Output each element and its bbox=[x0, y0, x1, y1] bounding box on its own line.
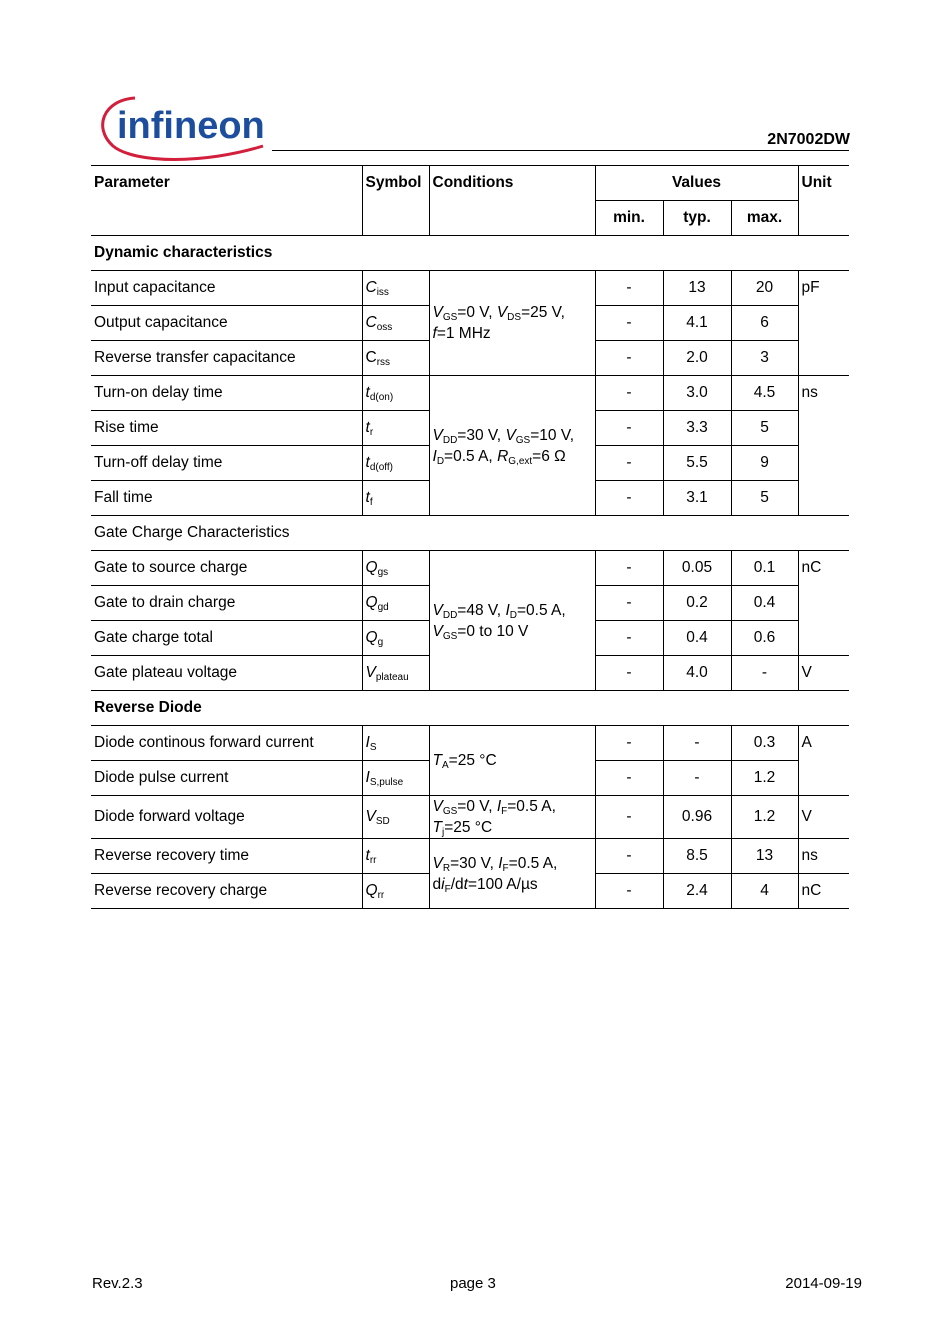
value-max: 3 bbox=[731, 341, 798, 376]
condition-rr: $V_R=30$ V, $I_F=0.5$ A, $di_F/dt=100$ A/µs bbox=[429, 839, 595, 909]
symbol: $t_{d(off)}$ bbox=[362, 446, 429, 481]
table-header-row bbox=[91, 166, 849, 201]
condition-vf: $V_{GS}=0$ V, $I_F=0.5$ A, $T_j=25$ °C bbox=[429, 796, 595, 839]
section-title-reverse-diode: Reverse Diode bbox=[94, 699, 202, 716]
col-min: min. bbox=[595, 201, 663, 236]
value-max: 9 bbox=[731, 446, 798, 481]
symbol: $V_{SD}$ bbox=[362, 796, 429, 839]
value-typ: - bbox=[663, 726, 731, 761]
symbol: $C_{rss}$ bbox=[362, 341, 429, 376]
col-unit: Unit bbox=[798, 166, 849, 236]
table-row bbox=[91, 551, 849, 586]
symbol: $C_{iss}$ bbox=[362, 271, 429, 306]
value-min: - bbox=[595, 341, 663, 376]
table-row bbox=[91, 796, 849, 839]
unit: ns bbox=[798, 839, 849, 874]
col-symbol: Symbol bbox=[362, 166, 429, 236]
value-typ: 5.5 bbox=[663, 446, 731, 481]
value-max: 5 bbox=[731, 411, 798, 446]
condition-ta: $T_A=25$ °C bbox=[429, 726, 595, 796]
value-typ: - bbox=[663, 761, 731, 796]
value-max: 1.2 bbox=[731, 761, 798, 796]
col-values: Values bbox=[595, 166, 798, 201]
value-min: - bbox=[595, 411, 663, 446]
value-min: - bbox=[595, 761, 663, 796]
value-typ: 0.05 bbox=[663, 551, 731, 586]
section-row bbox=[91, 236, 849, 271]
param-name: Turn-on delay time bbox=[94, 384, 223, 401]
section-row bbox=[91, 516, 849, 551]
value-max: 5 bbox=[731, 481, 798, 516]
symbol: $t_{rr}$ bbox=[362, 839, 429, 874]
value-min: - bbox=[595, 306, 663, 341]
param-name: Gate to drain charge bbox=[94, 594, 236, 611]
param-name: Reverse recovery time bbox=[94, 847, 250, 864]
section-row bbox=[91, 691, 849, 726]
part-number: 2N7002DW bbox=[767, 131, 850, 148]
col-max: max. bbox=[731, 201, 798, 236]
value-typ: 3.3 bbox=[663, 411, 731, 446]
value-max: 0.6 bbox=[731, 621, 798, 656]
col-conditions: Conditions bbox=[429, 166, 595, 236]
table-row bbox=[91, 271, 849, 306]
value-min: - bbox=[595, 446, 663, 481]
condition-cap: $V_{GS}=0$ V, $V_{DS}=25$ V, f=1 MHz bbox=[429, 271, 595, 376]
param-name: Gate charge total bbox=[94, 629, 213, 646]
param-name: Fall time bbox=[94, 489, 153, 506]
symbol: $Q_g$ bbox=[362, 621, 429, 656]
param-name: Gate plateau voltage bbox=[94, 664, 238, 681]
unit: nC bbox=[798, 874, 849, 909]
unit: V bbox=[798, 656, 849, 691]
value-typ: 4.1 bbox=[663, 306, 731, 341]
value-min: - bbox=[595, 271, 663, 306]
value-typ: 3.1 bbox=[663, 481, 731, 516]
value-min: - bbox=[595, 481, 663, 516]
symbol: $t_{d(on)}$ bbox=[362, 376, 429, 411]
value-typ: 2.4 bbox=[663, 874, 731, 909]
footer-revision: Rev.2.3 bbox=[92, 1275, 143, 1292]
col-parameter: Parameter bbox=[91, 166, 362, 236]
value-max: 0.1 bbox=[731, 551, 798, 586]
value-max: 1.2 bbox=[731, 796, 798, 839]
value-typ: 0.96 bbox=[663, 796, 731, 839]
value-min: - bbox=[595, 621, 663, 656]
table-row bbox=[91, 839, 849, 874]
value-typ: 13 bbox=[663, 271, 731, 306]
param-name: Diode pulse current bbox=[94, 769, 229, 786]
header-rule bbox=[272, 150, 849, 151]
footer-date: 2014-09-19 bbox=[785, 1275, 862, 1292]
symbol: $Q_{rr}$ bbox=[362, 874, 429, 909]
value-min: - bbox=[595, 551, 663, 586]
characteristics-table bbox=[91, 165, 849, 909]
symbol: $V_{plateau}$ bbox=[362, 656, 429, 691]
param-name: Output capacitance bbox=[94, 314, 228, 331]
table-row bbox=[91, 376, 849, 411]
value-max: - bbox=[731, 656, 798, 691]
section-title-dynamic: Dynamic characteristics bbox=[94, 244, 273, 261]
value-min: - bbox=[595, 796, 663, 839]
param-name: Gate to source charge bbox=[94, 559, 248, 576]
symbol: $t_r$ bbox=[362, 411, 429, 446]
value-min: - bbox=[595, 586, 663, 621]
value-min: - bbox=[595, 726, 663, 761]
section-title-gate-charge: Gate Charge Characteristics bbox=[94, 524, 290, 541]
footer-page: page 3 bbox=[450, 1275, 496, 1292]
value-max: 0.3 bbox=[731, 726, 798, 761]
param-name: Reverse transfer capacitance bbox=[94, 349, 296, 366]
value-min: - bbox=[595, 376, 663, 411]
value-max: 4 bbox=[731, 874, 798, 909]
value-typ: 8.5 bbox=[663, 839, 731, 874]
value-typ: 2.0 bbox=[663, 341, 731, 376]
condition-gate: $V_{DD}=48$ V, $I_D=0.5$ A, $V_{GS}=0$ to 10 V bbox=[429, 551, 595, 691]
param-name: Input capacitance bbox=[94, 279, 216, 296]
col-typ: typ. bbox=[663, 201, 731, 236]
infineon-logo bbox=[95, 90, 270, 165]
value-max: 4.5 bbox=[731, 376, 798, 411]
param-name: Turn-off delay time bbox=[94, 454, 223, 471]
value-max: 13 bbox=[731, 839, 798, 874]
symbol: $t_f$ bbox=[362, 481, 429, 516]
svg-text:infineon: infineon bbox=[117, 105, 265, 147]
param-name: Reverse recovery charge bbox=[94, 882, 268, 899]
table-row bbox=[91, 726, 849, 761]
value-typ: 0.4 bbox=[663, 621, 731, 656]
symbol: $Q_{gd}$ bbox=[362, 586, 429, 621]
value-min: - bbox=[595, 656, 663, 691]
symbol: $C_{oss}$ bbox=[362, 306, 429, 341]
param-name: Diode continous forward current bbox=[94, 734, 314, 751]
condition-switching: $V_{DD}=30$ V, $V_{GS}=10$ V, $I_D=0.5$ A, $R_{G,ext}=6$ Ω bbox=[429, 376, 595, 516]
param-name: Diode forward voltage bbox=[94, 808, 245, 825]
unit: ns bbox=[798, 376, 849, 516]
symbol: $I_{S,pulse}$ bbox=[362, 761, 429, 796]
value-typ: 3.0 bbox=[663, 376, 731, 411]
value-max: 20 bbox=[731, 271, 798, 306]
value-typ: 0.2 bbox=[663, 586, 731, 621]
unit: A bbox=[798, 726, 849, 796]
value-min: - bbox=[595, 874, 663, 909]
param-name: Rise time bbox=[94, 419, 159, 436]
value-min: - bbox=[595, 839, 663, 874]
value-max: 6 bbox=[731, 306, 798, 341]
unit: nC bbox=[798, 551, 849, 656]
value-typ: 4.0 bbox=[663, 656, 731, 691]
symbol: $I_S$ bbox=[362, 726, 429, 761]
symbol: $Q_{gs}$ bbox=[362, 551, 429, 586]
unit: pF bbox=[798, 271, 849, 376]
value-max: 0.4 bbox=[731, 586, 798, 621]
unit: V bbox=[798, 796, 849, 839]
